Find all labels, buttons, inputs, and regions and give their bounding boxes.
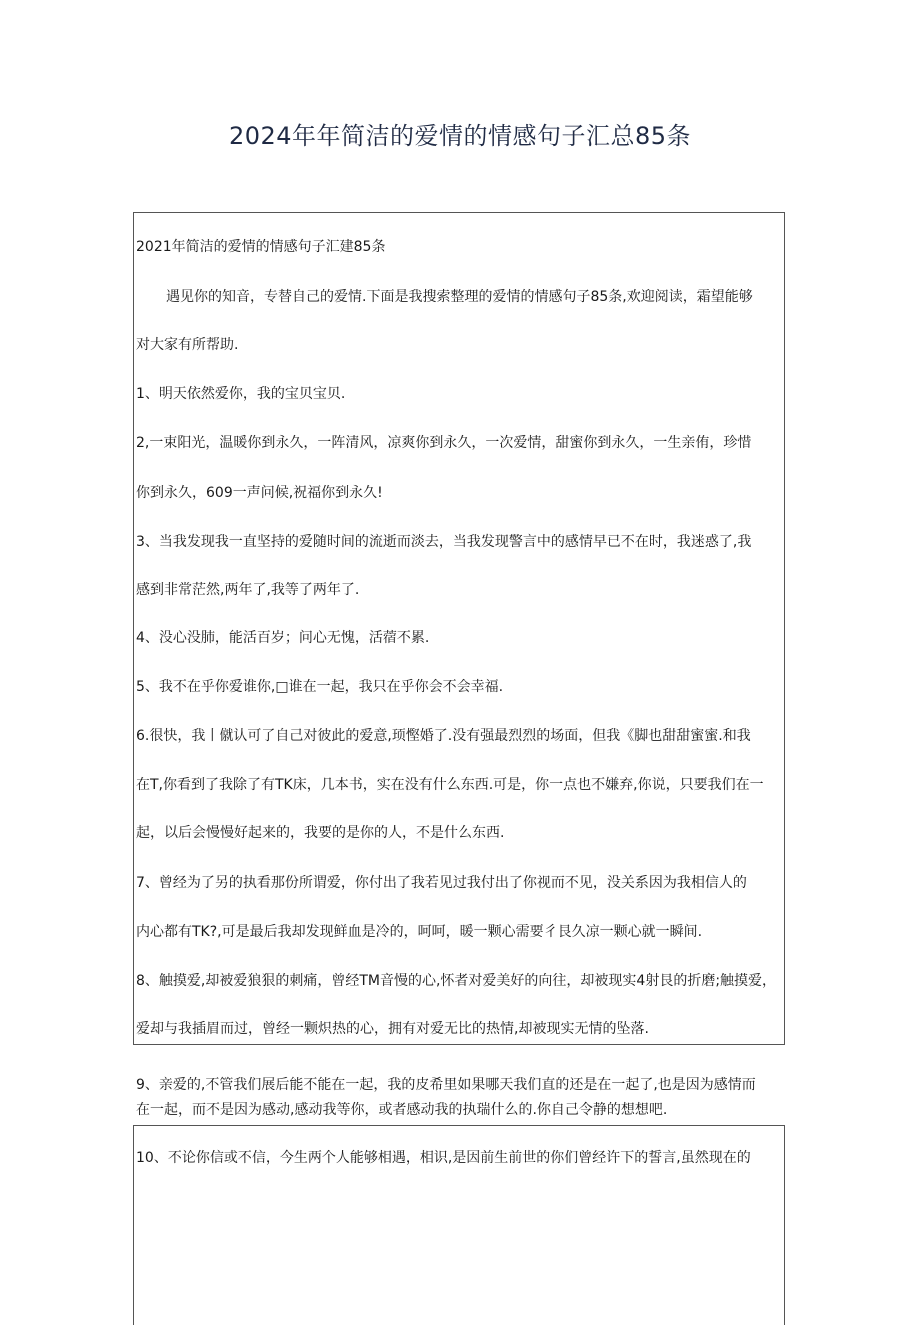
text-line: 起，以后会慢慢好起来的，我要的是你的人，不是什么东西. [136, 825, 505, 841]
text-line: 爱却与我插眉而过，曾经一颗炽热的心，拥有对爱无比的热情,却被现实无情的坠落. [136, 1021, 649, 1037]
document-title: 2024年年简洁的爱情的情感句子汇总85条 [228, 122, 692, 150]
text-line: 8、触摸爱,却被爱狼狠的刺痛，曾经TM音慢的心,怀者对爱美好的向往，却被现实4射艮的折磨;触摸爱， [136, 973, 777, 989]
text-line: 3、当我发现我一直坚持的爱随时间的流逝而淡去，当我发现警言中的感情早已不在时，我迷惑了,我 [136, 534, 752, 550]
text-line: 5、我不在乎你爱谁你,□谁在一起，我只在乎你会不会幸福. [136, 679, 504, 695]
text-line: 2,一束阳光，温暖你到永久，一阵清风，凉爽你到永久，一次爱情，甜蜜你到永久，一生亲侑，珍惜 [136, 435, 752, 451]
intro-line: 遇见你的知音，专替自己的爱情.下面是我搜索整理的爱情的情感句子85条,欢迎阅读，霜望能够 [166, 289, 753, 305]
text-line: 1、明天依然爱你，我的宝贝宝贝. [136, 386, 346, 402]
text-line: 你到永久，609一声问候,祝福你到永久! [136, 485, 383, 501]
text-line: 6.很快，我丨僦认可了自己对彼此的爱意,顼慳婚了.没有强最烈烈的场面，但我《脚也甜甜蜜蜜.和我 [136, 728, 751, 744]
text-line: 对大家有所帮助. [136, 337, 239, 353]
subtitle-line: 2021年简洁的爱情的情感句子汇建85条 [136, 239, 386, 255]
text-line: 感到非常茫然,两年了,我等了两年了. [136, 582, 360, 598]
text-line: 9、亲爱的,不管我们展后能不能在一起，我的皮希里如果哪天我们直的还是在一起了,也是因为感情而 [136, 1077, 756, 1093]
text-line: 10、不论你信或不信，今生两个人能够相遇，相识,是因前生前世的你们曾经许下的誓言,虽然现在的 [136, 1150, 751, 1166]
text-line: 在一起，而不是因为感动,感动我等你，或者感动我的执瑞什么的.你自己令静的想想吧. [136, 1102, 668, 1118]
text-line: 4、没心没肺，能活百岁；问心无愧，活蓿不累. [136, 630, 430, 646]
text-line: 在T,你看到了我除了有TK床，几本书，实在没有什么东西.可是，你一点也不嫌弃,你说，只要我们在一 [136, 777, 764, 793]
text-line: 内心都有TK?,可是最后我却发现鲜血是冷的，呵呵，暖一颗心需要彳艮久凉一颗心就一瞬间. [136, 924, 703, 940]
text-line: 7、曾经为了另的执看那份所谓爱，你付出了我若见过我付出了你视而不见，没关系因为我相信人的 [136, 875, 747, 891]
